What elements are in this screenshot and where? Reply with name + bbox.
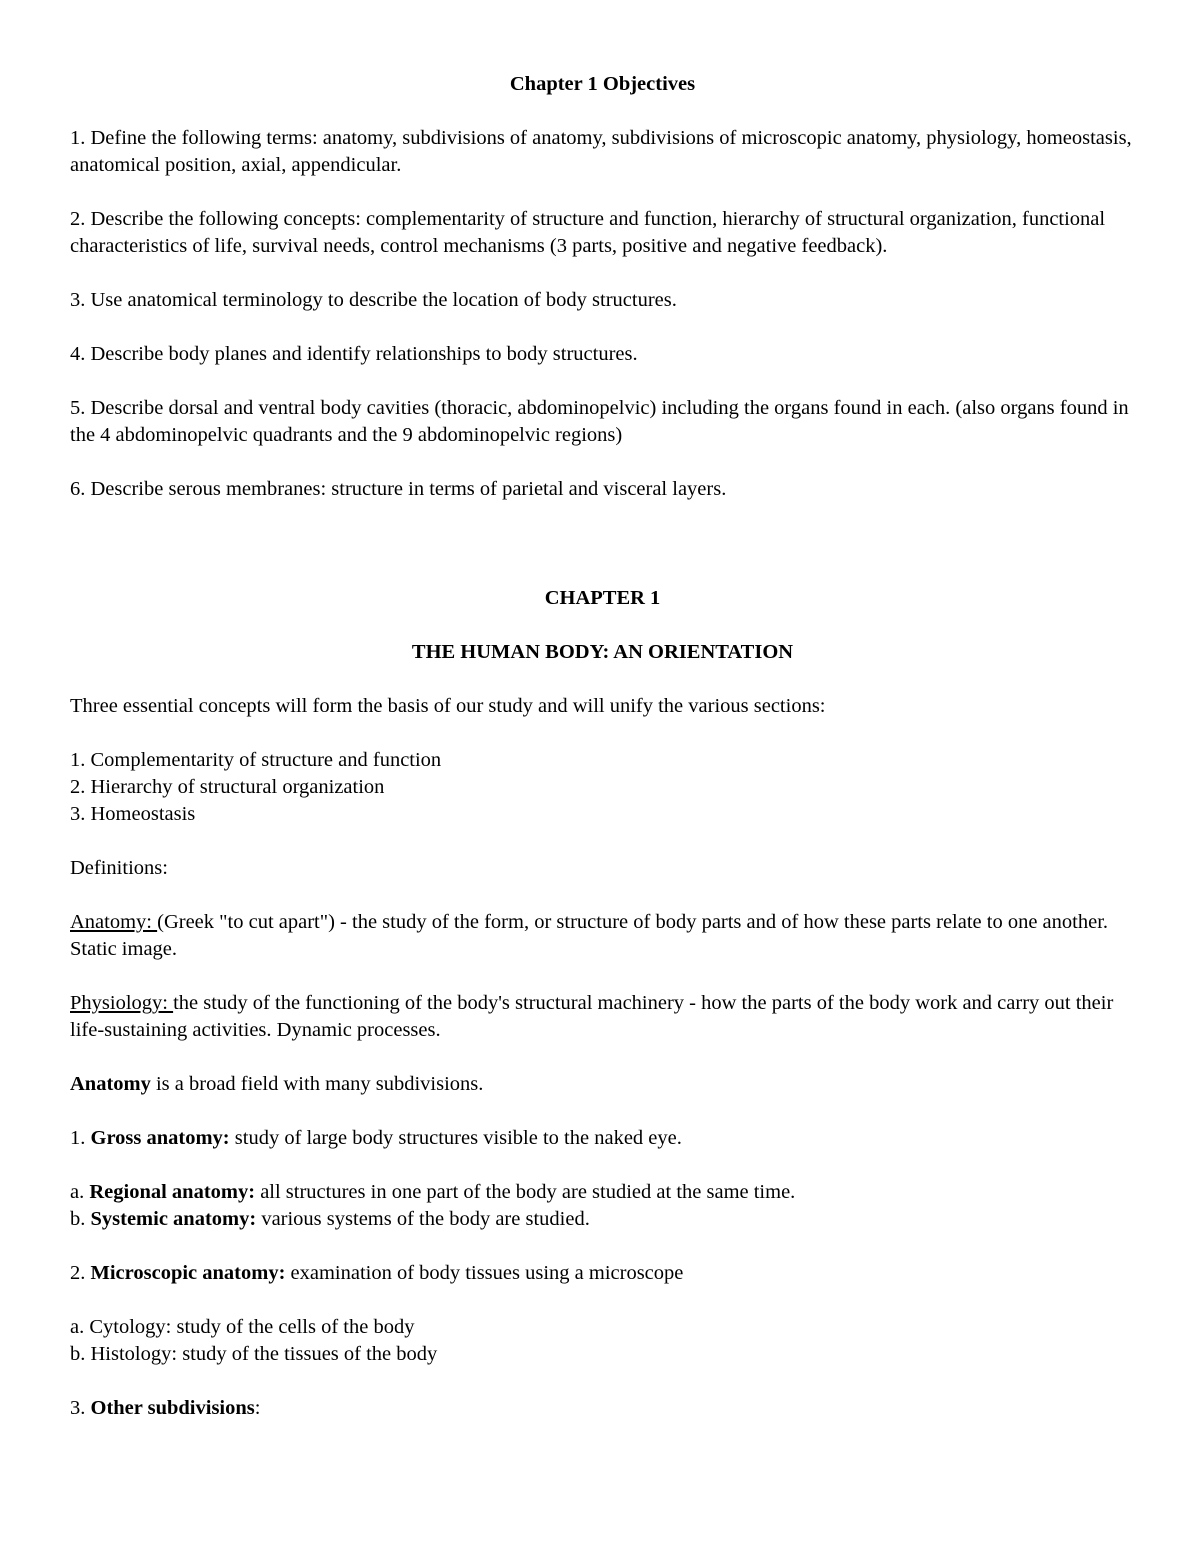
- anatomy-broad-paragraph: [70, 1071, 1135, 1098]
- chapter-section: [70, 585, 1135, 1422]
- list-item: 1. Complementarity of structure and function: [70, 749, 442, 771]
- objective-item: 4. Describe body planes and identify relationships to body structures.: [70, 343, 638, 365]
- objective-item: 3. Use anatomical terminology to describe the location of body structures.: [70, 289, 677, 311]
- objective-item: 6. Describe serous membranes: structure in terms of parietal and visceral layers.: [70, 478, 727, 500]
- list-item: 3. Homeostasis: [70, 803, 196, 825]
- objective-item: 5. Describe dorsal and ventral body cavities (thoracic, abdominopelvic) including the organs found in each. (also organs found in the 4 abdominopelvic quadrants and the 9 abdominopelvic regions): [70, 397, 1129, 446]
- gross-subdivisions-list: [70, 1179, 1135, 1233]
- anatomy-definition: [70, 909, 1135, 963]
- item-number: 1.: [70, 1127, 91, 1149]
- item-letter: b.: [70, 1208, 91, 1230]
- objective-item: 2. Describe the following concepts: complementarity of structure and function, hierarchy of structural organization, functional characteristics of life, survival needs, control mechanisms (3 parts, positive and negative feedback).: [70, 208, 1106, 257]
- anatomy-broad-text: is a broad field with many subdivisions.: [150, 1073, 484, 1095]
- definitions-label: Definitions:: [70, 857, 168, 879]
- gross-anatomy-item: [70, 1125, 1135, 1152]
- anatomy-term: Anatomy:: [70, 911, 158, 933]
- document-page: [70, 71, 1135, 1422]
- regional-anatomy-text: all structures in one part of the body are studied at the same time.: [255, 1181, 796, 1203]
- other-subdivisions-text: :: [254, 1397, 261, 1419]
- microscopic-anatomy-term: Microscopic anatomy:: [90, 1262, 286, 1284]
- list-item: [70, 1206, 1135, 1233]
- objectives-title: Chapter 1 Objectives: [509, 73, 696, 95]
- systemic-anatomy-term: Systemic anatomy:: [90, 1208, 257, 1230]
- list-item: a. Cytology: study of the cells of the body: [70, 1316, 415, 1338]
- anatomy-bold: Anatomy: [70, 1073, 151, 1095]
- other-subdivisions-item: [70, 1395, 1135, 1422]
- gross-anatomy-text: study of large body structures visible to the naked eye.: [229, 1127, 682, 1149]
- list-item: 2. Hierarchy of structural organization: [70, 776, 385, 798]
- chapter-heading: CHAPTER 1: [544, 587, 661, 609]
- physiology-definition-text: the study of the functioning of the body's structural machinery - how the parts of the body work and carry out their life-sustaining activities. Dynamic processes.: [70, 992, 1114, 1041]
- intro-paragraph: Three essential concepts will form the basis of our study and will unify the various sections:: [70, 695, 826, 717]
- list-item: b. Histology: study of the tissues of the body: [70, 1343, 438, 1365]
- objectives-section: [70, 71, 1135, 503]
- item-number: 2.: [70, 1262, 91, 1284]
- chapter-subheading: THE HUMAN BODY: AN ORIENTATION: [411, 641, 794, 663]
- objective-item: 1. Define the following terms: anatomy, subdivisions of anatomy, subdivisions of microscopic anatomy, physiology, homeostasis, anatomical position, axial, appendicular.: [70, 127, 1132, 176]
- anatomy-definition-text: (Greek "to cut apart") - the study of the form, or structure of body parts and of how these parts relate to one another. Static image.: [70, 911, 1109, 960]
- microscopic-anatomy-text: examination of body tissues using a microscope: [285, 1262, 684, 1284]
- regional-anatomy-term: Regional anatomy:: [89, 1181, 256, 1203]
- item-letter: a.: [70, 1181, 90, 1203]
- gross-anatomy-term: Gross anatomy:: [90, 1127, 230, 1149]
- list-item: [70, 1179, 1135, 1206]
- microscopic-anatomy-item: [70, 1260, 1135, 1287]
- item-number: 3.: [70, 1397, 91, 1419]
- physiology-term: Physiology:: [70, 992, 174, 1014]
- micro-subdivisions-list: [70, 1314, 1135, 1368]
- concepts-list: [70, 747, 1135, 828]
- other-subdivisions-term: Other subdivisions: [90, 1397, 255, 1419]
- systemic-anatomy-text: various systems of the body are studied.: [256, 1208, 590, 1230]
- physiology-definition: [70, 990, 1135, 1044]
